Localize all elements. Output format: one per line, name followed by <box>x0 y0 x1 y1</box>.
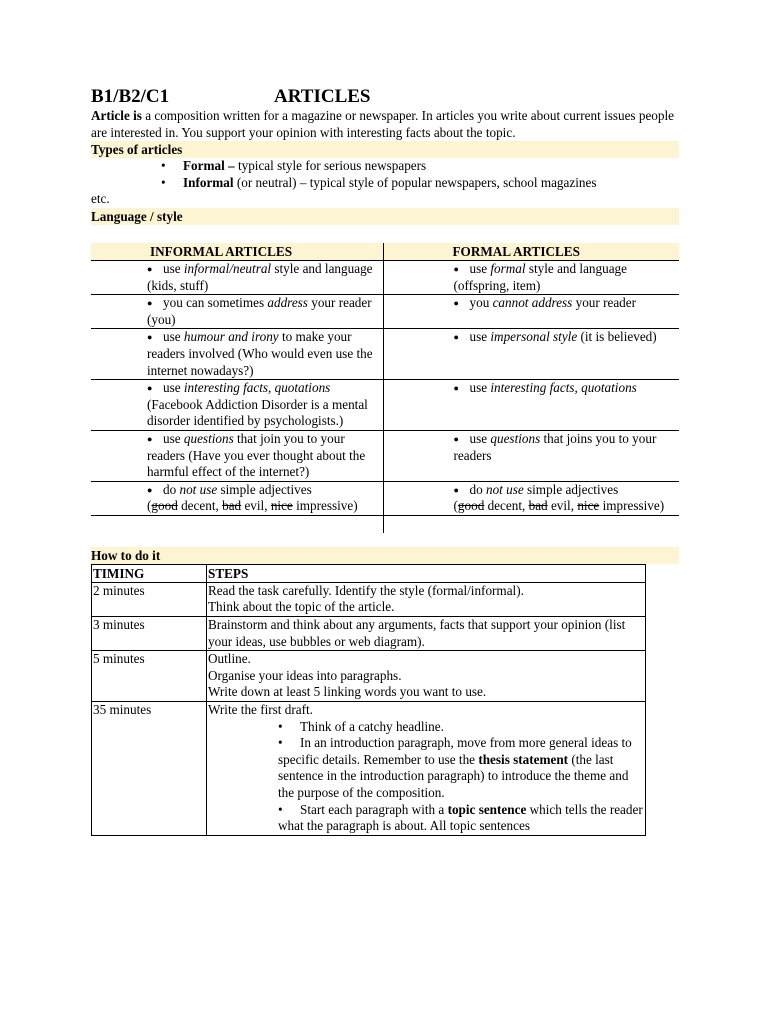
formal-column-header: FORMAL ARTICLES <box>383 243 679 261</box>
informal-column-header: INFORMAL ARTICLES <box>91 243 383 261</box>
steps-cell: Read the task carefully. Identify the style (formal/informal). Think about the topic of the article. <box>207 582 646 616</box>
bullet-icon: ● <box>453 332 459 343</box>
bullet-icon: ● <box>453 383 459 394</box>
list-item: • Start each paragraph with a topic sentence which tells the reader what the paragraph is about. All topic sentences <box>278 801 643 834</box>
informal-cell: ● you can sometimes address your reader (you) <box>91 295 383 329</box>
formal-cell: ● use impersonal style (it is believed) <box>383 329 679 380</box>
timing-column-header: TIMING <box>92 564 207 582</box>
bullet-icon: ● <box>147 263 153 274</box>
bullet-icon: ● <box>453 433 459 444</box>
table-header-row <box>92 564 646 582</box>
informal-cell: ● use informal/neutral style and language (kids, stuff) <box>91 260 383 294</box>
table-row <box>91 260 679 294</box>
bullet-icon: ● <box>147 298 153 309</box>
intro-paragraph <box>91 108 679 141</box>
timing-cell: 35 minutes <box>92 702 207 836</box>
bullet-icon: ● <box>453 298 459 309</box>
formal-cell: ● you cannot address your reader <box>383 295 679 329</box>
table-row <box>91 329 679 380</box>
page-title: ARTICLES <box>274 86 371 107</box>
timing-cell: 2 minutes <box>92 582 207 616</box>
table-row <box>91 380 679 431</box>
table-row <box>92 617 646 651</box>
intro-definition: a composition written for a magazine or newspaper. In articles you write about current issues people are interested in. You support your opinion with interesting facts about the topic. <box>91 108 674 140</box>
bullet-icon: • <box>161 158 166 174</box>
table-row <box>91 481 679 515</box>
page-header <box>91 86 679 108</box>
bullet-icon: ● <box>147 484 153 495</box>
list-item: • In an introduction paragraph, move from more general ideas to specific details. Remember to use the thesis statement (the last sentence in the introduction paragraph) to introduce the theme and the purpose of the composition. <box>278 735 632 800</box>
timing-cell: 3 minutes <box>92 617 207 651</box>
article-page <box>91 86 679 836</box>
formal-cell: ● use formal style and language (offspring, item) <box>383 260 679 294</box>
steps-column-header: STEPS <box>207 564 646 582</box>
table-row <box>91 430 679 481</box>
bullet-icon: • <box>278 735 283 751</box>
list-item: • Think of a catchy headline. <box>278 718 444 734</box>
empty-cell <box>91 515 383 533</box>
formal-cell: ● use questions that joins you to your readers <box>383 430 679 481</box>
list-item: • Formal – typical style for serious newspapers <box>161 158 427 174</box>
table-header-row <box>91 243 679 261</box>
bullet-icon: ● <box>147 332 153 343</box>
informal-cell: ● use questions that join you to your readers (Have you ever thought about the harmful effect of the internet?) <box>91 430 383 481</box>
comparison-table <box>91 243 679 533</box>
list-item: • Informal (or neutral) – typical style of popular newspapers, school magazines <box>161 174 597 190</box>
table-row <box>91 515 679 533</box>
timing-cell: 5 minutes <box>92 651 207 702</box>
steps-cell: Write the first draft. • Think of a catchy headline. • In an introduction paragraph, move from more general ideas to specific details. Remember to use the thesis statement (the last sentence in the introduction paragraph) to introduce the theme and the purpose of the composition. • Start each paragraph with a topic sentence which tells the reader what the paragraph is about. All topic sentences <box>207 702 646 836</box>
bullet-icon: ● <box>453 263 459 274</box>
informal-cell: ● use humour and irony to make your readers involved (Who would even use the internet nowadays?) <box>91 329 383 380</box>
informal-cell: ● use interesting facts, quotations (Facebook Addiction Disorder is a mental disorder identified by psychologists.) <box>91 380 383 431</box>
bullet-icon: • <box>161 174 166 190</box>
types-list <box>91 158 679 208</box>
formal-cell: ● use interesting facts, quotations <box>383 380 679 431</box>
bullet-icon: ● <box>453 484 459 495</box>
level-label: B1/B2/C1 <box>91 86 170 107</box>
table-row <box>91 295 679 329</box>
steps-cell: Outline. Organise your ideas into paragraphs. Write down at least 5 linking words you want to use. <box>207 651 646 702</box>
bullet-icon: ● <box>147 383 153 394</box>
bullet-icon: • <box>278 718 283 734</box>
table-row <box>92 702 646 836</box>
steps-cell: Brainstorm and think about any arguments, facts that support your opinion (list your ideas, use bubbles or web diagram). <box>207 617 646 651</box>
steps-table <box>91 564 646 836</box>
empty-cell <box>383 515 679 533</box>
howto-heading: How to do it <box>91 547 679 564</box>
types-heading: Types of articles <box>91 141 679 158</box>
bullet-icon: ● <box>147 433 153 444</box>
list-continuation: etc. <box>91 191 110 207</box>
table-row <box>92 651 646 702</box>
intro-term: Article is <box>91 108 142 123</box>
formal-cell: ● do not use simple adjectives (good decent, bad evil, nice impressive) <box>383 481 679 515</box>
language-heading: Language / style <box>91 208 679 225</box>
informal-cell: ● do not use simple adjectives (good decent, bad evil, nice impressive) <box>91 481 383 515</box>
draft-steps-list <box>208 719 644 835</box>
table-row <box>92 582 646 616</box>
bullet-icon: • <box>278 801 283 817</box>
